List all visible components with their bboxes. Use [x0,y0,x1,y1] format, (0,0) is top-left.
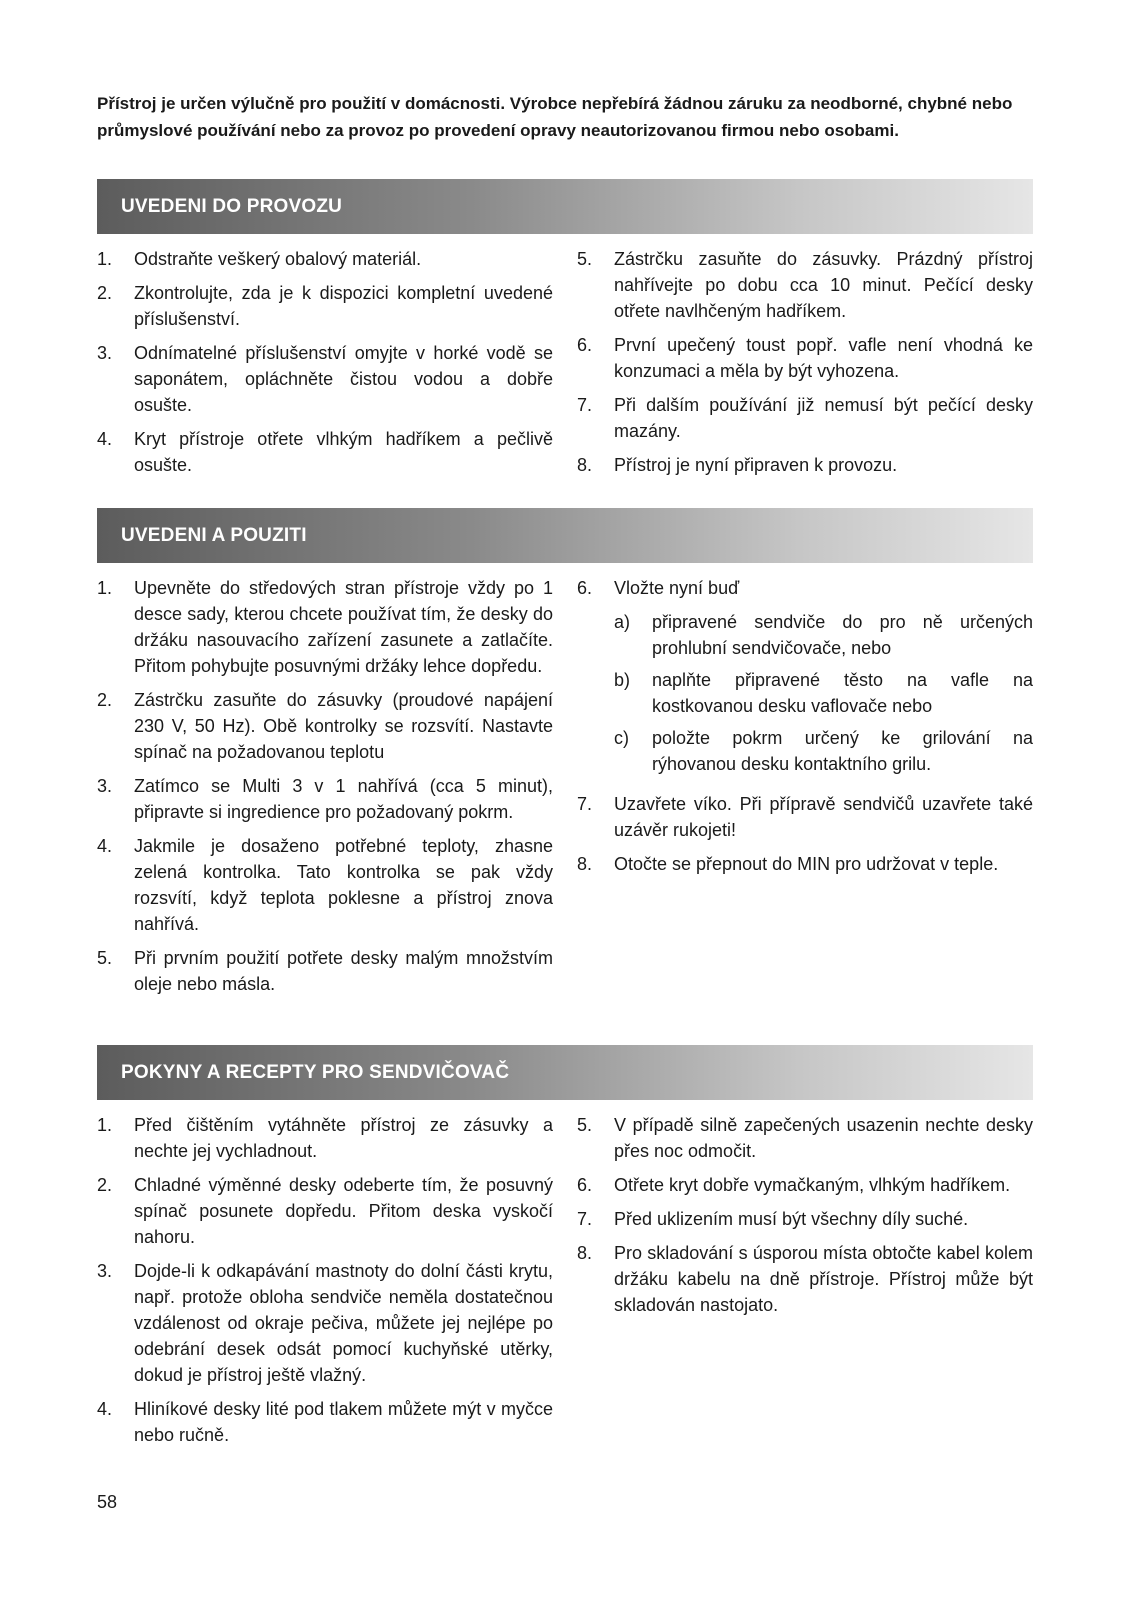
item-text: Dojde-li k odkapávání mastnoty do dolní části krytu, např. protože obloha sendviče neměla dostatečnou vzdálenost od okraje pečiva, můžete jej nejlépe po odebrání desek odsát pomocí kuchyňské utěrky, dokud je přístroj ještě vlažný. [134,1261,553,1385]
item-text: Otřete kryt dobře vymačkaným, vlhkým hadříkem. [614,1175,1011,1195]
section-header [97,1045,1033,1100]
list-item [97,280,553,332]
item-number: 5. [577,249,593,269]
list-item [97,687,553,765]
sub-list-item [614,667,1033,719]
item-text: Uzavřete víko. Při přípravě sendvičů uzavřete také uzávěr rukojeti! [614,794,1033,840]
list-item [577,575,1033,783]
item-text: Upevněte do středových stran přístroje vždy po 1 desce sady, kterou chcete používat tím, že desky do držáku nasouvacího zařízení zasunete a zatlačíte. Přitom pohybujte posuvnými držáky lehce dopředu. [134,578,553,676]
list-item [97,426,553,478]
item-number: 8. [577,1243,593,1263]
list-item [577,332,1033,384]
item-number: 2. [97,283,113,303]
list-item [577,851,1033,877]
item-text: Zástrčku zasuňte do zásuvky (proudové napájení 230 V, 50 Hz). Obě kontrolky se rozsvítí. Nastavte spínač na požadovanou teplotu [134,690,553,762]
item-number: 8. [577,455,593,475]
item-text: Hliníkové desky lité pod tlakem můžete mýt v myčce nebo ručně. [134,1399,553,1445]
item-number: 3. [97,343,113,363]
item-text: Otočte se přepnout do MIN pro udržovat v teple. [614,854,999,874]
sub-list-item [614,609,1033,661]
section-uvedeni-a-pouziti [97,508,1033,1005]
list-item [577,392,1033,444]
item-number: 1. [97,578,113,598]
item-text: V případě silně zapečených usazenin nechte desky přes noc odmočit. [614,1115,1033,1161]
list-item [97,1258,553,1388]
sub-item-letter: b) [614,670,631,690]
list-item [97,1396,553,1448]
item-number: 4. [97,836,113,856]
item-number: 5. [97,948,113,968]
item-text: Před uklizením musí být všechny díly suché. [614,1209,969,1229]
list-item [577,1112,1033,1164]
list-item [97,246,553,272]
item-text: Odstraňte veškerý obalový materiál. [134,249,422,269]
item-text: Při prvním použití potřete desky malým množstvím oleje nebo másla. [134,948,553,994]
item-number: 6. [577,335,593,355]
list-item [577,246,1033,324]
left-column [97,575,553,1005]
item-text: Zástrčku zasuňte do zásuvky. Prázdný přístroj nahřívejte po dobu cca 10 minut. Pečící desky otřete navlhčeným hadříkem. [614,249,1033,321]
sub-item-text: připravené sendviče do pro ně určených prohlubní sendvičovače, nebo [652,612,1033,658]
list-item [577,1240,1033,1318]
item-text: Pro skladování s úsporou místa obtočte kabel kolem držáku kabelu na dně přístroje. Přístroj může být skladován nastojato. [614,1243,1033,1315]
item-text: Zatímco se Multi 3 v 1 nahřívá (cca 5 minut), připravte si ingredience pro požadovaný pokrm. [134,776,553,822]
intro-warning: Přístroj je určen výlučně pro použití v domácnosti. Výrobce nepřebírá žádnou záruku za neodborné, chybné nebo průmyslové používání nebo za provoz po provedení opravy neautorizovanou firmou nebo osobami. [97,94,1013,140]
item-number: 2. [97,1175,113,1195]
right-column [577,246,1033,486]
list-item [97,833,553,937]
list-item [97,945,553,997]
list-item [97,1172,553,1250]
list-item [577,791,1033,843]
item-number: 6. [577,1175,593,1195]
left-column [97,246,553,486]
item-text: Před čištěním vytáhněte přístroj ze zásuvky a nechte jej vychladnout. [134,1115,553,1161]
sub-list-item [614,725,1033,777]
item-text: První upečený toust popř. vafle není vhodná ke konzumaci a měla by být vyhozena. [614,335,1033,381]
section-uvedeni-do-provozu [97,179,1033,486]
item-number: 6. [577,578,593,598]
item-text: Jakmile je dosaženo potřebné teploty, zhasne zelená kontrolka. Tato kontrolka se pak vždy rozsvítí, když teplota poklesne a přístroj znova nahřívá. [134,836,553,934]
item-text: Zkontrolujte, zda je k dispozici kompletní uvedené příslušenství. [134,283,553,329]
item-text: Vložte nyní buď [614,578,740,598]
list-item [97,575,553,679]
page-number: 58 [97,1492,118,1512]
item-text: Přístroj je nyní připraven k provozu. [614,455,898,475]
item-number: 5. [577,1115,593,1135]
section-title: POKYNY A RECEPTY PRO SENDVIČOVAČ [121,1061,510,1083]
item-number: 7. [577,794,593,814]
section-header [97,508,1033,563]
section-header [97,179,1033,234]
item-number: 3. [97,1261,113,1281]
sub-list [614,609,1033,777]
list-item [577,1172,1033,1198]
list-item [97,1112,553,1164]
section-title: UVEDENI A POUZITI [121,524,307,546]
item-text: Kryt přístroje otřete vlhkým hadříkem a pečlivě osušte. [134,429,553,475]
list-item [97,773,553,825]
item-number: 1. [97,1115,113,1135]
item-number: 3. [97,776,113,796]
item-body [614,575,1033,783]
list-item [577,1206,1033,1232]
right-column [577,575,1033,1005]
item-number: 7. [577,1209,593,1229]
item-number: 2. [97,690,113,710]
item-number: 4. [97,1399,113,1419]
sub-item-text: položte pokrm určený ke grilování na rýhovanou desku kontaktního grilu. [652,728,1033,774]
item-number: 4. [97,429,113,449]
item-number: 1. [97,249,113,269]
right-column [577,1112,1033,1456]
list-item [97,340,553,418]
list-item [577,452,1033,478]
left-column [97,1112,553,1456]
sub-item-text: naplňte připravené těsto na vafle na kostkovanou desku vaflovače nebo [652,670,1033,716]
sub-item-letter: c) [614,728,629,748]
item-text: Při dalším používání již nemusí být pečící desky mazány. [614,395,1033,441]
item-text: Odnímatelné příslušenství omyjte v horké vodě se saponátem, opláchněte čistou vodou a dobře osušte. [134,343,553,415]
item-number: 8. [577,854,593,874]
item-text: Chladné výměnné desky odeberte tím, že posuvný spínač posunete dopředu. Přitom deska vyskočí nahoru. [134,1175,553,1247]
section-pokyny-a-recepty [97,1045,1033,1456]
section-title: UVEDENI DO PROVOZU [121,195,343,217]
item-number: 7. [577,395,593,415]
sub-item-letter: a) [614,612,631,632]
